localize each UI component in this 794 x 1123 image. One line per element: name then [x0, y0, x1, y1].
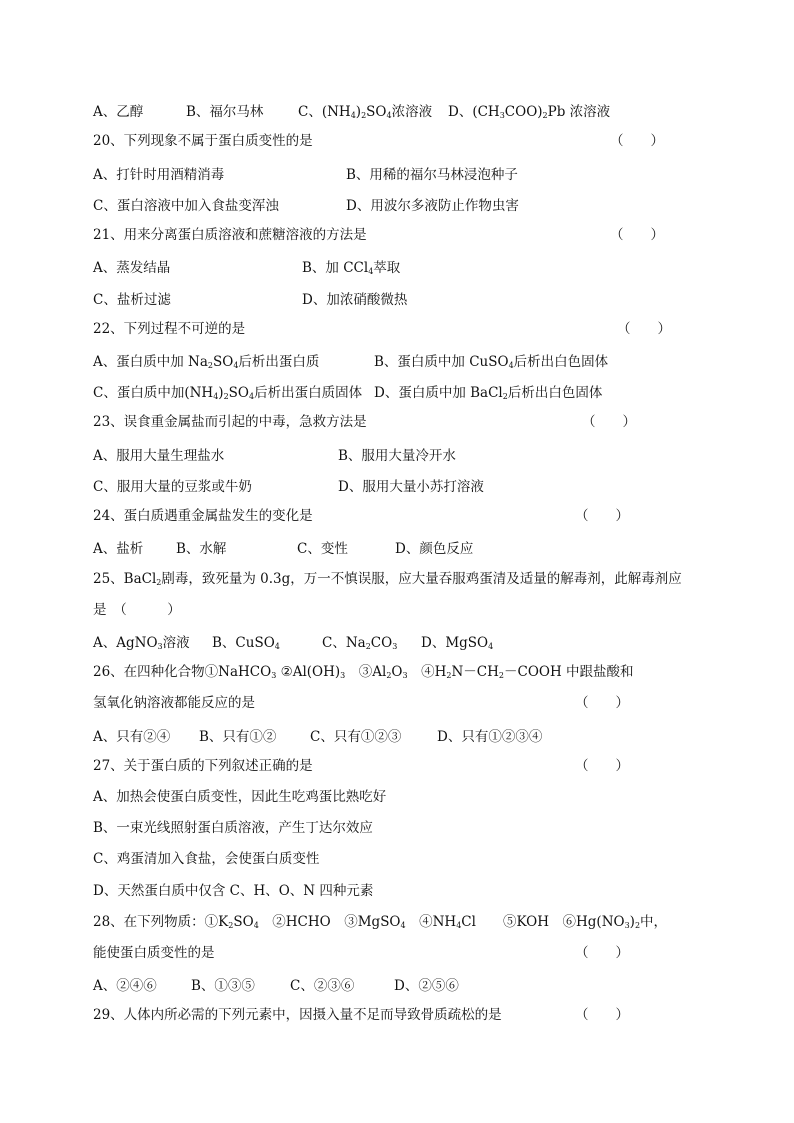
q27-answer-bracket: （ ）: [575, 758, 629, 774]
q22-text: 22、下列过程不可逆的是: [93, 321, 246, 337]
q26-opts-option-1: B、只有①②: [199, 729, 277, 745]
q24-opts-option-2: C、变性: [297, 541, 348, 557]
q23-answer-bracket: （ ）: [582, 414, 636, 430]
q29-text: 29、人体内所必需的下列元素中，因摄入量不足而导致骨质疏松的是: [93, 1007, 502, 1023]
q22-cd-option-1: D、蛋白质中加 BaCl$_2$后析出白色固体: [374, 385, 603, 401]
q22-answer-bracket: （ ）: [617, 321, 671, 337]
q26-opts-option-0: A、只有②④: [93, 729, 171, 745]
q23-ab-option-1: B、服用大量冷开水: [338, 448, 456, 464]
q21-cd-option-1: D、加浓硝酸微热: [302, 292, 408, 308]
q27-text: 27、关于蛋白质的下列叙述正确的是: [93, 758, 313, 774]
q21-text: 21、用来分离蛋白质溶液和蔗糖溶液的方法是: [93, 227, 367, 243]
q28-opts-option-1: B、①③⑤: [191, 978, 255, 994]
q20-cd-option-0: C、蛋白溶液中加入食盐变浑浊: [93, 198, 279, 214]
q26b-text: 氢氧化钠溶液都能反应的是: [93, 695, 255, 711]
q22-ab-option-0: A、蛋白质中加 $Na_2SO_4$后析出蛋白质: [93, 354, 320, 370]
q28b-text: 能使蛋白质变性的是: [93, 945, 215, 961]
q19-options-option-1: B、福尔马林: [186, 104, 264, 120]
q25-opts-option-3: D、MgSO$_4$: [421, 635, 494, 651]
q27-b-text: B、一束光线照射蛋白质溶液，产生丁达尔效应: [93, 820, 373, 836]
q25-opts-option-0: A、AgNO$_3$溶液: [93, 635, 190, 651]
q19-options-option-2: C、$(NH_4)_2SO_4$浓溶液: [298, 104, 433, 120]
q29-answer-bracket: （ ）: [575, 1007, 629, 1023]
q21-ab-option-1: B、加 CCl$_4$萃取: [302, 260, 401, 276]
q27-c-text: C、鸡蛋清加入食盐，会使蛋白质变性: [93, 851, 320, 867]
q22-cd-option-0: C、蛋白质中加$(NH_4)_2SO_4$后析出蛋白质固体: [93, 385, 363, 401]
q27-a-text: A、加热会使蛋白质变性，因此生吃鸡蛋比熟吃好: [93, 789, 387, 805]
q28-opts-option-0: A、②④⑥: [93, 978, 157, 994]
q20-cd-option-1: D、用波尔多液防止作物虫害: [346, 198, 519, 214]
q23-cd-option-0: C、服用大量的豆浆或牛奶: [93, 479, 252, 495]
q24-opts-option-0: A、盐析: [93, 541, 144, 557]
q24-answer-bracket: （ ）: [575, 508, 629, 524]
q21-answer-bracket: （ ）: [610, 227, 664, 243]
q26-opts-option-3: D、只有①②③④: [437, 729, 543, 745]
q19-options-option-3: D、$(CH_3COO)_2Pb$ 浓溶液: [448, 104, 611, 120]
q20-ab-option-0: A、打针时用酒精消毒: [93, 167, 225, 183]
q20-text: 20、下列现象不属于蛋白质变性的是: [93, 133, 313, 149]
q24-opts-option-3: D、颜色反应: [395, 541, 474, 557]
q19-options-option-0: A、乙醇: [93, 104, 144, 120]
q20-answer-bracket: （ ）: [610, 133, 664, 149]
q25-opts-option-1: B、CuSO$_4$: [212, 635, 280, 651]
q23-ab-option-0: A、服用大量生理盐水: [93, 448, 225, 464]
q25a-text: 25、BaCl$_2$剧毒，致死量为 0.3g，万一不慎误服，应大量吞服鸡蛋清及适量的解毒剂，此解毒剂应: [93, 571, 682, 587]
q23-text: 23、误食重金属盐而引起的中毒，急救方法是: [93, 414, 367, 430]
q25b-text: 是 （ ）: [93, 602, 181, 618]
q27-d-text: D、天然蛋白质中仅含 C、H、O、N 四种元素: [93, 883, 374, 899]
q22-ab-option-1: B、蛋白质中加 CuSO$_4$后析出白色固体: [374, 354, 609, 370]
q24-opts-option-1: B、水解: [176, 541, 227, 557]
q26a-text: 26、在四种化合物①NaHCO$_3$ $②Al(OH)_3$ $③Al_2O_3$ $④H_2N-CH_2-COOH$ 中跟盐酸和: [93, 664, 634, 680]
q21-cd-option-0: C、盐析过滤: [93, 292, 171, 308]
q20-ab-option-1: B、用稀的福尔马林浸泡种子: [346, 167, 518, 183]
q25-opts-option-2: C、$Na_2CO_3$: [322, 635, 398, 651]
q26-opts-option-2: C、只有①②③: [310, 729, 402, 745]
q21-ab-option-0: A、蒸发结晶: [93, 260, 171, 276]
q23-cd-option-1: D、服用大量小苏打溶液: [338, 479, 484, 495]
q24-text: 24、蛋白质遇重金属盐发生的变化是: [93, 508, 313, 524]
q28-opts-option-3: D、②⑤⑥: [394, 978, 459, 994]
q28b-answer-bracket: （ ）: [575, 945, 629, 961]
q28-opts-option-2: C、②③⑥: [290, 978, 355, 994]
q26b-answer-bracket: （ ）: [575, 695, 629, 711]
q28a-text: 28、在下列物质：$①K_2SO_4$ ②HCHO ③MgSO$_4$ $④NH_4Cl$ ⑤KOH $⑥Hg(NO_3)_2$中，: [93, 914, 668, 930]
